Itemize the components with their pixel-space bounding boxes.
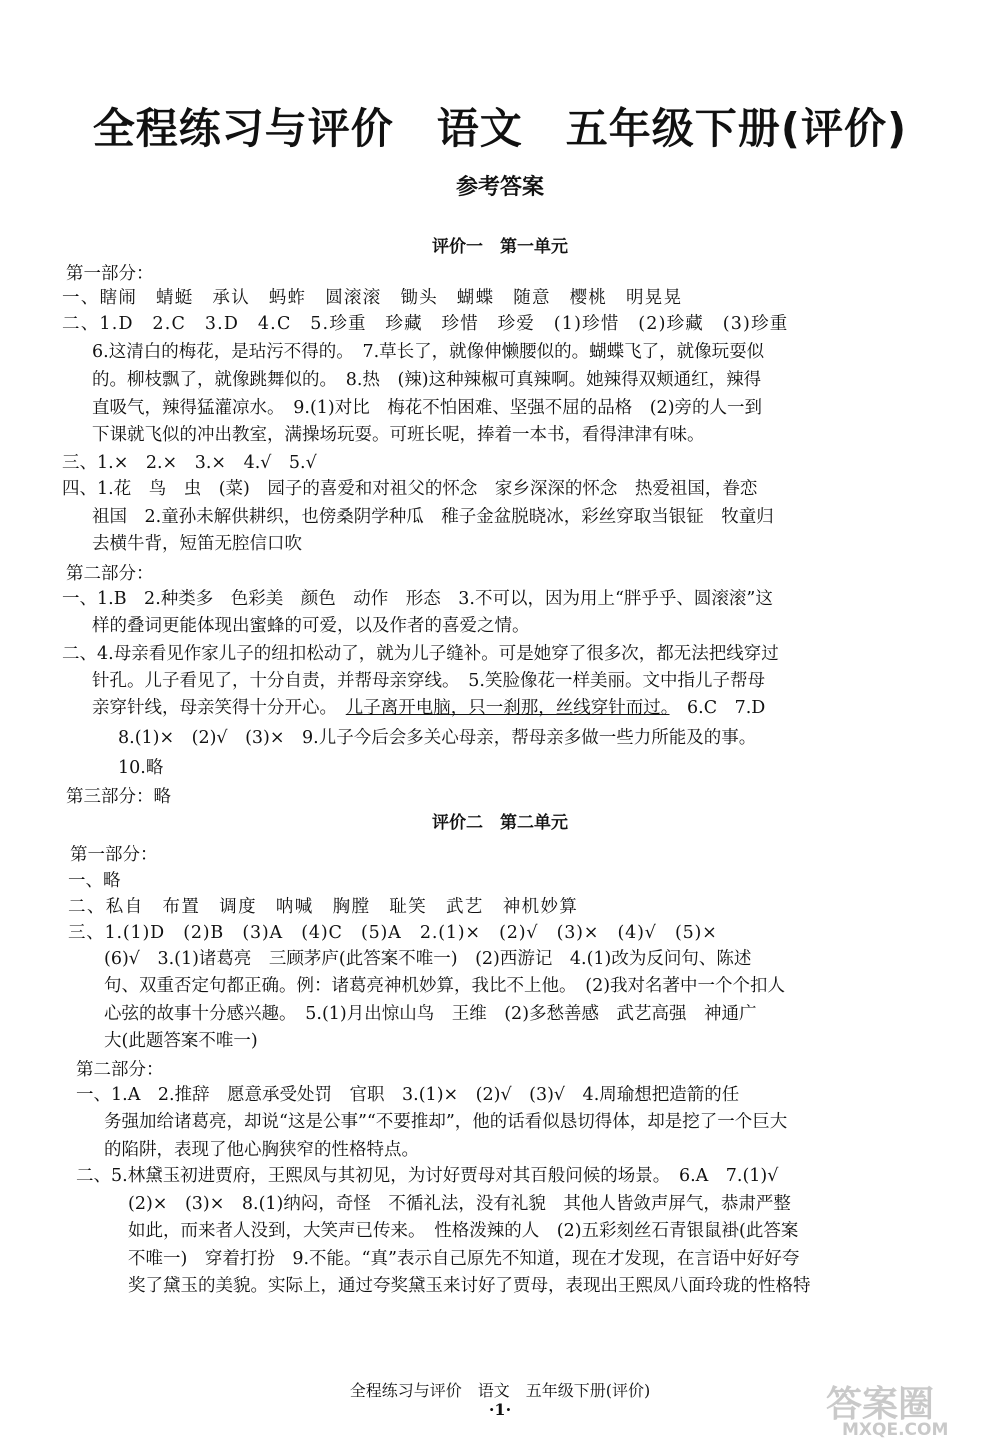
answer-line: 二、1.D 2.C 3.D 4.C 5.珍重 珍藏 珍惜 珍爱 (1)珍惜 (2)珍藏 (3)珍重: [62, 314, 789, 334]
answer-line: 三、1.× 2.× 3.× 4.√ 5.√: [62, 453, 317, 473]
answer-line: 二、5.林黛玉初进贾府，王熙凤与其初见，为讨好贾母对其百般问候的场景。 6.A 7.(1)√: [76, 1166, 779, 1186]
answer-text: 6.C 7.D: [669, 698, 766, 718]
answer-line: 一、略: [68, 871, 121, 891]
answer-line: 大(此题答案不唯一): [104, 1031, 258, 1051]
answer-line: 句、双重否定句都正确。例：诸葛亮神机妙算，我比不上他。 (2)我对名著中一个个扣人: [104, 976, 786, 996]
answer-line: 心弦的故事十分感兴趣。 5.(1)月出惊山鸟 王维 (2)多愁善感 武艺高强 神通广: [104, 1004, 757, 1024]
answer-line: 二、私自 布置 调度 呐喊 胸膛 耻笑 武艺 神机妙算: [68, 897, 579, 917]
answer-line: 奖了黛玉的美貌。实际上，通过夸奖黛玉来讨好了贾母，表现出王熙凤八面玲珑的性格特: [128, 1276, 811, 1296]
answer-line: [92, 696, 765, 720]
page-number: ·1·: [488, 1400, 512, 1419]
answer-line: 6.这清白的梅花，是玷污不得的。 7.草长了，就像伸懒腰似的。蝴蝶飞了，就像玩耍似: [92, 342, 765, 362]
subtitle: 参考答案: [455, 175, 544, 200]
underlined-sentence: 儿子离开电脑，只一刹那，丝线穿针而过。: [345, 698, 670, 718]
answer-line: 去横牛背，短笛无腔信口吹: [92, 534, 302, 554]
answer-line: 祖国 2.童孙未解供耕织，也傍桑阴学种瓜 稚子金盆脱晓冰，彩丝穿取当银钲 牧童归: [92, 507, 774, 527]
answer-line: 三、1.(1)D (2)B (3)A (4)C (5)A 2.(1)× (2)√ (3)× (4)√ (5)×: [68, 923, 718, 943]
answer-text: 亲穿针线，母亲笑得十分开心。: [92, 698, 346, 718]
answer-line: 下课就飞似的冲出教室，满操场玩耍。可班长呢，捧着一本书，看得津津有味。: [92, 425, 705, 445]
footer-title: 全程练习与评价 语文 五年级下册(评价): [349, 1381, 651, 1400]
watermark-url: MXQE.COM: [842, 1420, 949, 1440]
answer-line: 一、1.A 2.推辞 愿意承受处罚 官职 3.(1)× (2)√ (3)√ 4.周瑜想把造箭的任: [76, 1085, 740, 1105]
watermark-logo: [812, 1376, 990, 1442]
watermark-text: 答案圈: [826, 1384, 935, 1425]
answer-line: 一、1.B 2.种类多 色彩美 颜色 动作 形态 3.不可以，因为用上“胖乎乎、圆滚滚”这: [62, 589, 773, 609]
answer-line: (6)√ 3.(1)诸葛亮 三顾茅庐(此答案不唯一) (2)西游记 4.(1)改为反问句、陈述: [104, 949, 752, 969]
answer-line: 样的叠词更能体现出蜜蜂的可爱，以及作者的喜爱之情。: [92, 616, 530, 636]
answer-line: 一、瞎闹 蜻蜓 承认 蚂蚱 圆滚滚 锄头 蝴蝶 随意 樱桃 明晃晃: [62, 288, 683, 308]
answer-line: 第一部分：: [70, 845, 158, 865]
unit-1-heading: 评价一 第一单元: [432, 237, 568, 257]
answer-line: 直吸气，辣得猛灌凉水。 9.(1)对比 梅花不怕困难、坚强不屈的品格 (2)旁的人一到: [92, 398, 763, 418]
answer-line: (2)× (3)× 8.(1)纳闷，奇怪 不循礼法，没有礼貌 其他人皆敛声屏气，恭肃严整: [128, 1194, 791, 1214]
answer-line: 的。柳枝飘了，就像跳舞似的。 8.热 (辣)这种辣椒可真辣啊。她辣得双颊通红，辣得: [92, 370, 762, 390]
answer-line: 务强加给诸葛亮，却说“这是公事”“不要推却”，他的话看似恳切得体，却是挖了一个巨大: [104, 1112, 788, 1132]
answer-line: 针孔。儿子看见了，十分自责，并帮母亲穿线。 5.笑脸像花一样美丽。文中指儿子帮母: [92, 671, 765, 691]
answer-line: 第二部分：: [66, 564, 154, 584]
answer-line: 10.略: [118, 758, 164, 778]
answer-line: 第一部分：: [66, 264, 154, 284]
answer-line: 如此，而来者人没到，大笑声已传来。 性格泼辣的人 (2)五彩刻丝石青银鼠褂(此答案: [128, 1221, 799, 1241]
unit-2-heading: 评价二 第二单元: [432, 813, 568, 833]
answer-line: 不唯一) 穿着打扮 9.不能。“真”表示自己原先不知道，现在才发现，在言语中好好夸: [128, 1249, 800, 1269]
answer-line: 第二部分：: [76, 1060, 164, 1080]
page-title: 全程练习与评价 语文 五年级下册(评价): [92, 104, 908, 153]
answer-line: 8.(1)× (2)√ (3)× 9.儿子今后会多关心母亲，帮母亲多做一些力所能及的事。: [118, 728, 757, 748]
answer-line: 二、4.母亲看见作家儿子的纽扣松动了，就为儿子缝补。可是她穿了很多次，都无法把线穿过: [62, 644, 779, 664]
answer-line: 第三部分：略: [66, 787, 171, 807]
answer-line: 的陷阱，表现了他心胸狭窄的性格特点。: [104, 1140, 419, 1160]
answer-line: 四、1.花 鸟 虫 (菜) 园子的喜爱和对祖父的怀念 家乡深深的怀念 热爱祖国，眷恋: [62, 479, 758, 499]
